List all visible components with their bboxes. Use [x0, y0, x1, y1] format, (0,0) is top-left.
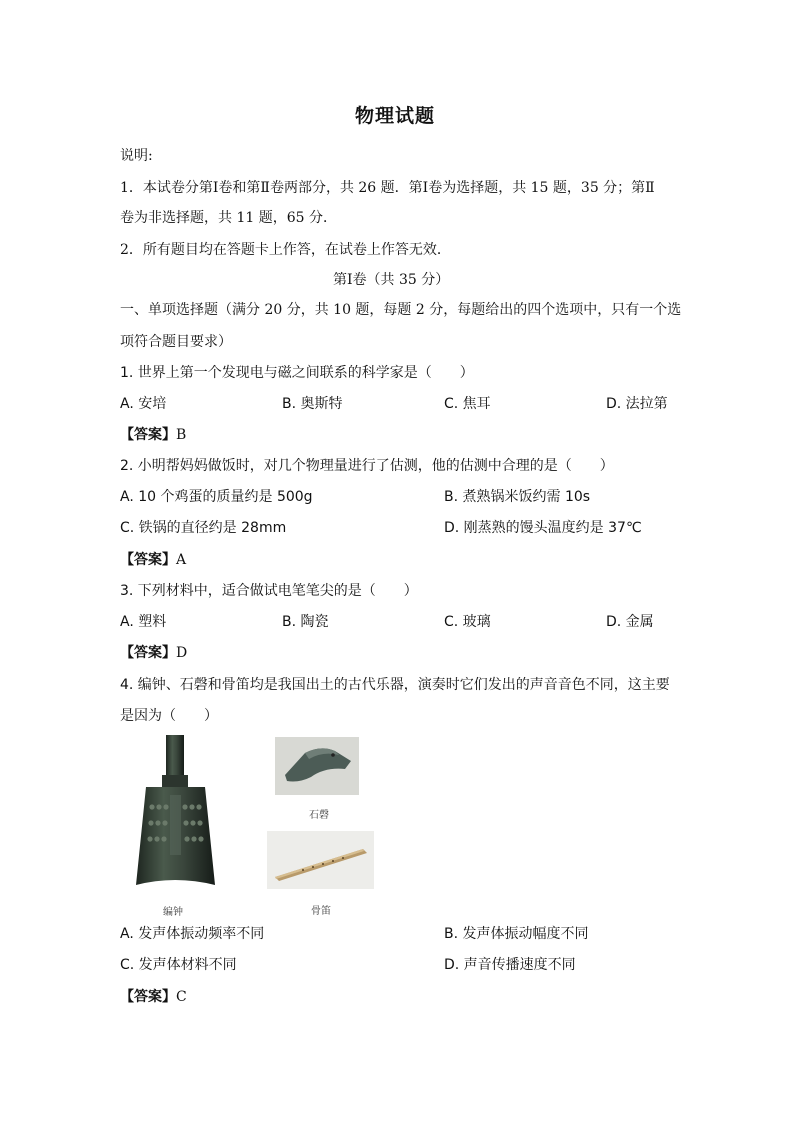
question-1-option-b: B. 奥斯特: [282, 396, 343, 412]
question-4-stem-line-1: 4. 编钟、石磬和骨笛均是我国出土的古代乐器，演奏时它们发出的声音音色不同，这主要: [120, 677, 670, 693]
question-4-option-c: C. 发声体材料不同: [120, 957, 237, 973]
caption-bianzhong: 编钟: [163, 907, 183, 918]
question-1-option-c: C. 焦耳: [444, 396, 491, 412]
intro-item-1-line-2: 卷为非选择题，共 11 题，65 分．: [120, 210, 337, 226]
answer-label: 【答案】: [120, 989, 176, 1005]
question-2-option-c: C. 铁锅的直径约是 28mm: [120, 520, 287, 536]
answer-value: B: [176, 427, 187, 443]
part-1-instructions-line-1: 一、单项选择题（满分 20 分，共 10 题，每题 2 分，每题给出的四个选项中，只有一个选: [120, 302, 682, 318]
question-1-answer: [120, 425, 186, 445]
answer-value: C: [176, 989, 187, 1005]
answer-label: 【答案】: [120, 427, 176, 443]
answer-value: A: [176, 552, 187, 568]
section-title: 第Ⅰ卷（共 35 分）: [333, 272, 450, 288]
question-1-option-a: A. 安培: [120, 396, 167, 412]
question-1-option-d: D. 法拉第: [606, 396, 668, 412]
question-2-stem: 2. 小明帮妈妈做饭时，对几个物理量进行了估测，他的估测中合理的是（ ）: [120, 458, 614, 474]
question-4-option-d: D. 声音传播速度不同: [444, 957, 576, 973]
question-2-answer: [120, 550, 186, 570]
bianzhong-bell-image: [128, 735, 223, 890]
answer-value: D: [176, 645, 188, 661]
question-1-stem: 1. 世界上第一个发现电与磁之间联系的科学家是（ ）: [120, 365, 474, 381]
intro-item-1-line-1: 1．本试卷分第Ⅰ卷和第Ⅱ卷两部分，共 26 题．第Ⅰ卷为选择题，共 15 题，35 分；第Ⅱ: [120, 180, 655, 196]
bone-flute-image: [267, 831, 374, 889]
caption-stone-chime: 石磬: [309, 810, 329, 821]
part-1-instructions-line-2: 项符合题目要求）: [120, 334, 232, 350]
intro-item-2: 2．所有题目均在答题卡上作答，在试卷上作答无效．: [120, 242, 451, 258]
question-4-option-a: A. 发声体振动频率不同: [120, 926, 265, 942]
question-3-answer: [120, 643, 187, 663]
caption-bone-flute: 骨笛: [311, 906, 331, 917]
question-3-option-a: A. 塑料: [120, 614, 167, 630]
intro-label: 说明:: [120, 148, 153, 164]
answer-label: 【答案】: [120, 645, 176, 661]
question-3-option-d: D. 金属: [606, 614, 654, 630]
question-3-stem: 3. 下列材料中，适合做试电笔笔尖的是（ ）: [120, 583, 418, 599]
page-title: 物理试题: [355, 105, 436, 127]
question-2-option-a: A. 10 个鸡蛋的质量约是 500g: [120, 489, 313, 505]
question-4-option-b: B. 发声体振动幅度不同: [444, 926, 589, 942]
question-4-stem-line-2: 是因为（ ）: [120, 708, 218, 724]
question-4-answer: [120, 987, 187, 1007]
question-3-option-b: B. 陶瓷: [282, 614, 329, 630]
question-2-option-d: D. 刚蒸熟的馒头温度约是 37℃: [444, 520, 642, 536]
question-3-option-c: C. 玻璃: [444, 614, 491, 630]
question-2-option-b: B. 煮熟锅米饭约需 10s: [444, 489, 591, 505]
answer-label: 【答案】: [120, 552, 176, 568]
stone-chime-image: [275, 737, 359, 795]
